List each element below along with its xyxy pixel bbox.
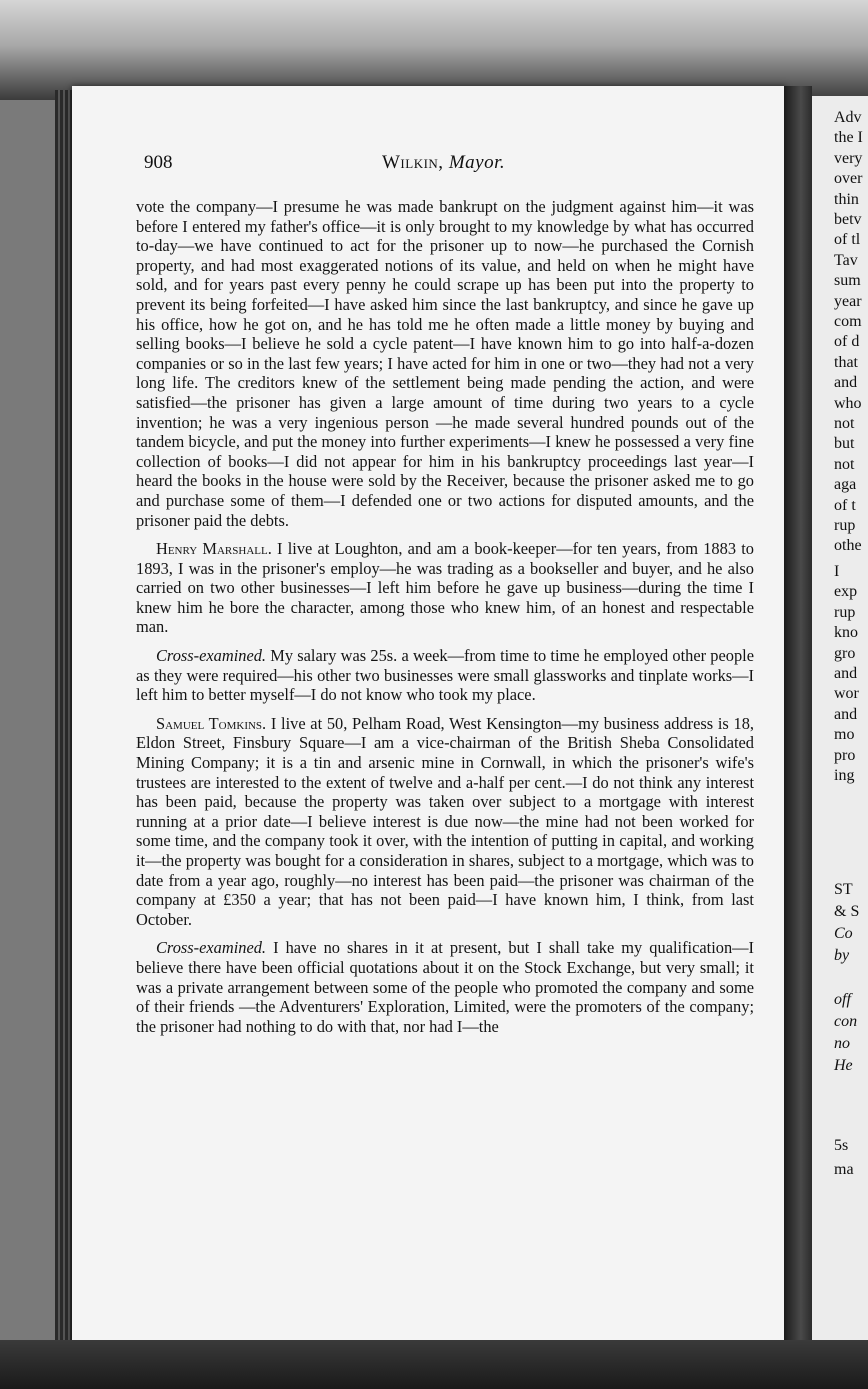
facing-page-text: no bbox=[834, 1035, 850, 1052]
facing-page-text: He bbox=[834, 1057, 853, 1074]
facing-page-text: and bbox=[834, 705, 858, 723]
facing-page-text: who bbox=[834, 394, 862, 412]
facing-page-text: com bbox=[834, 313, 862, 330]
facing-page-text: the I bbox=[834, 129, 863, 147]
paragraph-text: I have no shares in it at present, but I shall take my qualification—I believe there have been official quotations about it on the Stock Exchange, but very small; it was a private arrangement between some of the people who promoted the company and some of their friends —the Adventurers' Exploration, Limited, were the promoters of the company; the prisoner had nothing to do with that, nor had I—the bbox=[136, 938, 754, 1036]
running-title bbox=[382, 152, 505, 174]
facing-page-text: kno bbox=[834, 624, 858, 642]
facing-page-text: of d bbox=[834, 333, 860, 351]
paragraph-text: My salary was 25s. a week—from time to time he employed other people as they were required—his other two businesses were small glassworks and tinplate works—I left him to better myself—I do not know who took my place. bbox=[136, 646, 754, 705]
facing-page-text: mo bbox=[834, 726, 855, 744]
facing-page-text: ST bbox=[834, 881, 853, 898]
facing-page-text: wor bbox=[834, 685, 859, 703]
paragraph-1 bbox=[136, 197, 754, 530]
facing-page-text: Adv bbox=[834, 109, 862, 126]
witness-name: Samuel Tomkins. bbox=[156, 713, 267, 733]
facing-page-text: sum bbox=[834, 272, 861, 290]
paragraph-3 bbox=[136, 646, 754, 705]
facing-page-text: and bbox=[834, 665, 858, 682]
facing-page-text: over bbox=[834, 170, 863, 188]
page-number: 908 bbox=[144, 152, 173, 173]
facing-page-text: Co bbox=[834, 925, 853, 942]
paragraph-text: vote the company—I presume he was made bankrupt on the judgment against him—it was before I entered my father's office—it is only brought to my knowledge by what has occurred to-day—we have continued to act for the prisoner up to now—he purchased the Cornish property, and had most exaggerated notions of its value, and held on when he might have sold, and for years past every penny he could scrape up has been put into the property to prevent its being forfeited—I have asked him since the last bankruptcy, and since he gave up his office, how he got on, and he has told me he often made a little money by buying and selling books—I believe he sold a cycle patent—I have known him to go into half-a-dozen companies or so in the last few years; I have acted for him in one or two—they had not a very long life. The creditors knew of the settlement being made pending the action, and were satisfied—the prisoner has given a large amount of time during two years to a cycle invention; he was a very ingenious person —he made several hundred pounds out of the tandem bicycle, and put the money into further experiments—I knew he possessed a very fine collection of books—I did not appear for him in his bankruptcy proceedings last year—I heard the books in the house were sold by the Receiver, because the prisoner asked me to go and purchase some of them—I defended one or two actions for disputed amounts, and the prisoner paid the debts. bbox=[136, 197, 754, 530]
facing-page-text: thin bbox=[834, 190, 859, 208]
facing-page-text: exp bbox=[834, 583, 858, 601]
page-body bbox=[136, 197, 754, 1045]
facing-page-text: othe bbox=[834, 537, 862, 555]
running-title-name: Wilkin, bbox=[382, 152, 444, 173]
running-title-office: Mayor. bbox=[448, 152, 506, 173]
facing-page-text: not bbox=[834, 415, 855, 432]
paragraph-2 bbox=[136, 539, 754, 637]
facing-page-text: & S bbox=[834, 903, 860, 920]
facing-page-text: and bbox=[834, 374, 858, 392]
facing-page-text: ing bbox=[834, 767, 855, 784]
facing-page-text: year bbox=[834, 292, 862, 310]
scan-top-shadow bbox=[0, 0, 868, 100]
facing-page-text: by bbox=[834, 947, 850, 964]
facing-page-text: of t bbox=[834, 496, 856, 514]
facing-page-text: but bbox=[834, 435, 855, 453]
facing-page-text: betv bbox=[834, 211, 862, 228]
paragraph-text: I live at 50, Pelham Road, West Kensington—my business address is 18, Eldon Street, Finsbury Square—I am a vice-chairman of the British Sheba Consolidated Mining Company; it is a tin and arsenic mine in Cornwall, in which the prisoner's wife's trustees are interested to the extent of twelve and a-half per cent.—I do not think any interest has been paid, because the property was taken over subject to a mortgage with interest running at a prior date—I believe interest is due now—the mine had not been worked for some time, and the company took it over, with the intention of putting in capital, and working it—the property was bought for a consideration in shares, subject to a mortgage, which was to date from a year ago, roughly—no interest has been paid—the prisoner was chairman of the company at £350 a year; that has not been paid—I have known him, I think, from last October. bbox=[136, 713, 754, 929]
paragraph-4 bbox=[136, 714, 754, 930]
facing-page-text: aga bbox=[834, 476, 857, 494]
book-gutter bbox=[784, 86, 812, 1344]
facing-page-fragment bbox=[812, 96, 868, 1344]
facing-page-text: not bbox=[834, 455, 855, 473]
witness-name: Henry Marshall. bbox=[156, 539, 272, 559]
facing-page-text: rup bbox=[834, 517, 856, 534]
facing-page-text: of tl bbox=[834, 231, 861, 249]
facing-page-text: Tav bbox=[834, 251, 858, 269]
cross-examined-label: Cross-examined. bbox=[156, 646, 267, 666]
paragraph-5 bbox=[136, 938, 754, 1036]
facing-page-text: con bbox=[834, 1013, 858, 1030]
facing-page-text: 5s bbox=[834, 1137, 849, 1154]
facing-page-text: ma bbox=[834, 1161, 854, 1178]
facing-page-text: off bbox=[834, 991, 851, 1008]
facing-page-text: I bbox=[834, 563, 840, 580]
facing-page-text: rup bbox=[834, 603, 856, 621]
facing-page-text: very bbox=[834, 149, 863, 167]
scan-bottom-shadow bbox=[0, 1340, 868, 1389]
facing-page-text: pro bbox=[834, 746, 856, 764]
facing-page-text: gro bbox=[834, 644, 856, 662]
cross-examined-label: Cross-examined. bbox=[156, 938, 267, 958]
running-head bbox=[0, 152, 868, 178]
paragraph-text: I live at Loughton, and am a book-keeper—for ten years, from 1883 to 1893, I was in the prisoner's employ—he was trading as a bookseller and buyer, and he also carried on two other businesses—I left him before he gave up business—during the time I knew him he bore the character, among those who knew him, of an honest and respectable man. bbox=[136, 539, 754, 637]
facing-page-text: that bbox=[834, 353, 858, 371]
